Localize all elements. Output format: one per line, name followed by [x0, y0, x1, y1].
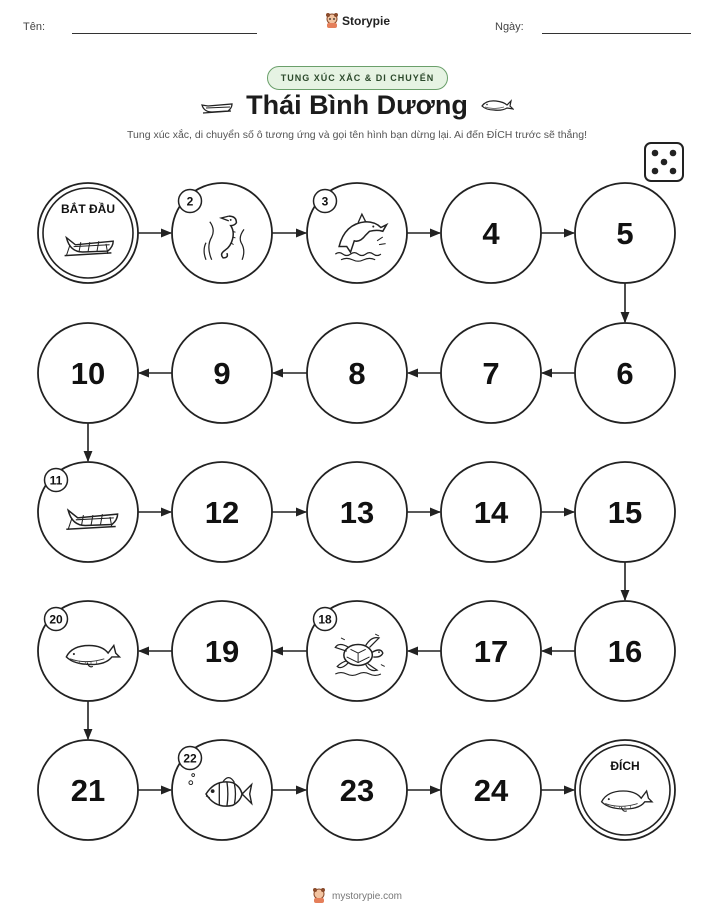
board-space-18[interactable]: [307, 601, 407, 701]
page-title: Thái Bình Dương: [246, 90, 468, 120]
board-space-4[interactable]: [441, 183, 541, 283]
space-number: 11: [49, 473, 63, 488]
board-space-6[interactable]: [575, 323, 675, 423]
start-space[interactable]: [38, 183, 138, 283]
board-space-16[interactable]: [575, 601, 675, 701]
space-number: 10: [70, 356, 106, 391]
start-label: BẮT ĐẦU: [61, 202, 115, 216]
board-space-10[interactable]: [38, 323, 138, 423]
space-number: 21: [70, 773, 106, 808]
board-space-23[interactable]: [307, 740, 407, 840]
board-space-21[interactable]: [38, 740, 138, 840]
space-number: 23: [339, 773, 375, 808]
board-space-15[interactable]: [575, 462, 675, 562]
board-space-24[interactable]: [441, 740, 541, 840]
space-number: 7: [482, 356, 500, 391]
board-space-17[interactable]: [441, 601, 541, 701]
game-type-badge: TUNG XÚC XẮC & DI CHUYỂN: [267, 66, 448, 90]
board-space-13[interactable]: [307, 462, 407, 562]
space-number: 22: [183, 751, 197, 766]
finish-label: ĐÍCH: [610, 759, 640, 773]
space-number: 13: [339, 495, 375, 530]
board-space-19[interactable]: [172, 601, 272, 701]
storypie-mascot-icon: [312, 888, 326, 904]
space-number: 17: [473, 634, 509, 669]
board-space-20[interactable]: [38, 601, 138, 701]
brand-name: Storypie: [342, 14, 391, 28]
board-space-5[interactable]: [575, 183, 675, 283]
board-space-7[interactable]: [441, 323, 541, 423]
instructions: Tung xúc xắc, di chuyển số ô tương ứng và gọi tên hình bạn dừng lại. Ai đến ĐÍCH trước sẽ thắng!: [126, 129, 587, 141]
board-spaces: [38, 183, 675, 840]
date-label: Ngày:: [495, 21, 524, 33]
name-label: Tên:: [23, 21, 46, 33]
space-number: 16: [607, 634, 643, 669]
space-number: 19: [204, 634, 240, 669]
space-number: 15: [607, 495, 643, 530]
space-number: 18: [318, 612, 332, 627]
space-number: 24: [473, 773, 509, 808]
board-space-14[interactable]: [441, 462, 541, 562]
board-space-9[interactable]: [172, 323, 272, 423]
board-space-3[interactable]: [307, 183, 407, 283]
board-space-8[interactable]: [307, 323, 407, 423]
website-link[interactable]: mystorypie.com: [331, 890, 402, 902]
space-number: 8: [348, 356, 366, 391]
space-number: 12: [204, 495, 240, 530]
space-number: 2: [186, 194, 194, 209]
space-number: 9: [213, 356, 231, 391]
space-number: 4: [482, 216, 500, 251]
board-space-22[interactable]: [172, 740, 272, 840]
space-number: 3: [321, 194, 329, 209]
space-number: 6: [616, 356, 634, 391]
space-number: 14: [473, 495, 509, 530]
footer: [0, 888, 714, 904]
space-number: 5: [616, 216, 634, 251]
board-space-2[interactable]: [172, 183, 272, 283]
finish-space[interactable]: [575, 740, 675, 840]
board-space-11[interactable]: [38, 462, 138, 562]
space-number: 20: [49, 612, 63, 627]
board-space-12[interactable]: [172, 462, 272, 562]
